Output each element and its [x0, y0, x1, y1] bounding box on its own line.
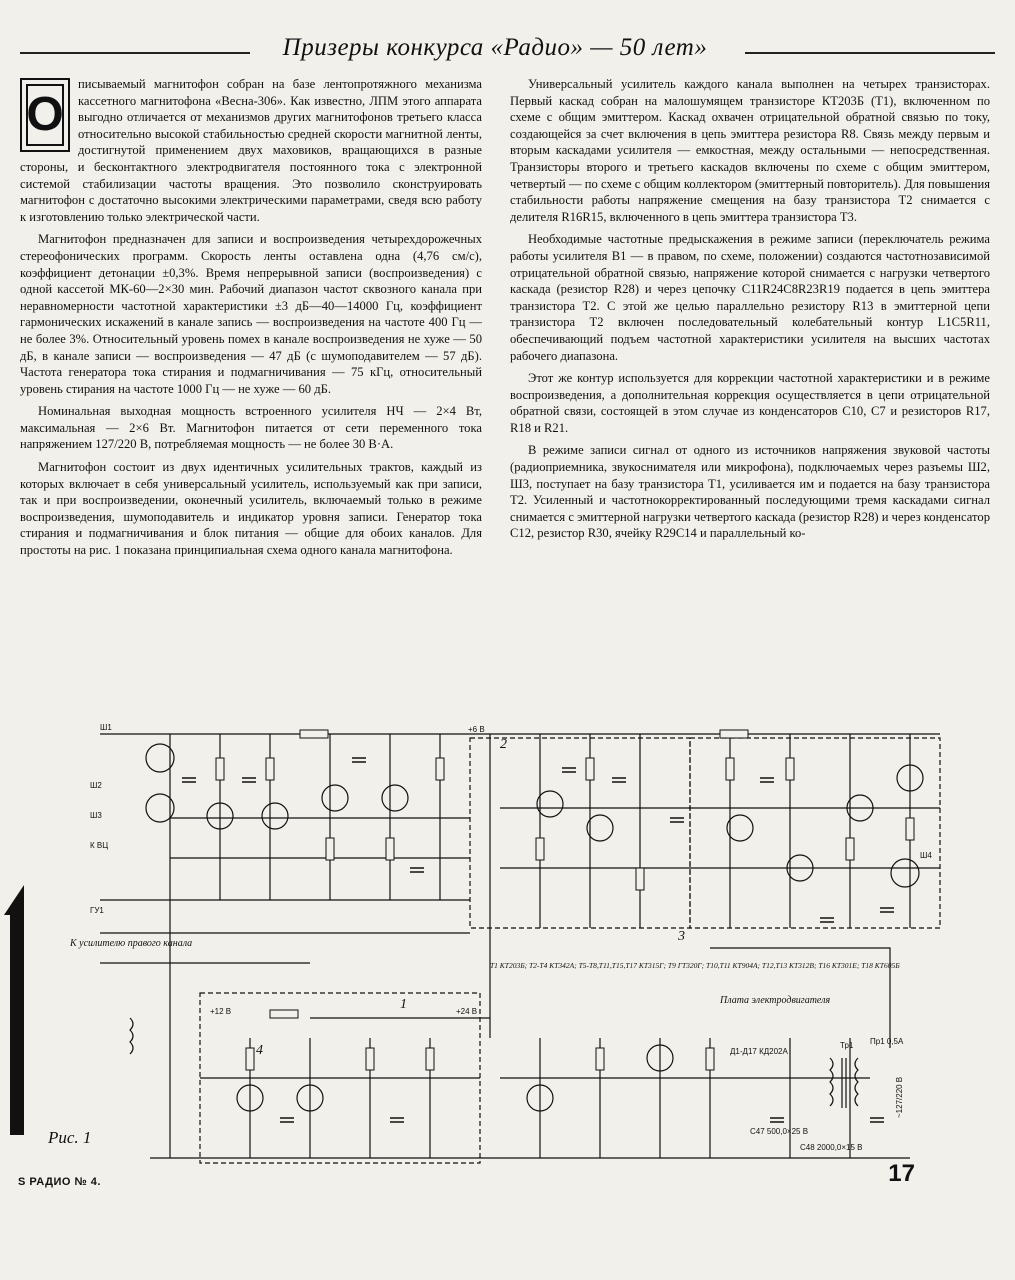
label-sh1: Ш1	[100, 723, 112, 732]
label-tr1: Тр1	[840, 1041, 854, 1050]
paragraph-amplifier: Универсальный усилитель каждого канала выполнен на четырех транзисторах. Первый каскад собран на малошумящем транзисторе КТ203Б (Т1), включенном по схеме с общим эмиттером. Каскад охвачен отрицательной обратной связью по току, создающейся за счет включения в цепь эмиттера резистора R8. Связь между первым и вторым каскадами усилителя — емкостная, между остальными — непосредственная. Транзисторы второго и третьего каскадов включены по схеме с общим эмиттером, четвертый — по схеме с общим коллектором (эмиттерный повторитель). Для повышения стабильности работы напряжение смещения на базу транзистора Т2 снимается с делителя R16R15, включенного в цепь эмиттера транзистора Т3.	[510, 77, 990, 224]
paragraph-recording-mode: В режиме записи сигнал от одного из источников напряжения звуковой частоты (радиоприемника, звукоснимателя или микрофона), подключаемых через разъемы Ш2, Ш3, поступает на базу транзистора Т1, усиливается им и подается на базу транзистора Т2. Усиленный и частотнокорректированный последующими тремя каскадами сигнал снимается с эмиттерной нагрузки четвертого каскада (резистор R28) и через конденсатор С12, резистор R30, ячейку R29C14 и параллельный ко-	[510, 443, 990, 541]
label-block-4: 4	[256, 1043, 263, 1058]
label-block-3: 3	[678, 929, 685, 944]
label-c47: С47 500,0×25 В	[750, 1127, 809, 1136]
label-c48: С48 2000,0×15 В	[800, 1143, 863, 1152]
label-sh3: Ш3	[90, 811, 102, 820]
paragraph-intro: О писываемый магнитофон собран на базе лентопротяжного механизма кассетного магнитофона «Весна-306». Как известно, ЛПМ этого аппарата выгодно отличается от механизмов других магнитофонов третьего класса относительно высокой стабильностью средней скорости магнитной ленты, достигнутой применением двух маховиков, вращающихся в разные стороны, и бесконтактного электродвигателя постоянного тока с электронной системой стабилизации частоты вращения. Это позволило сконструировать магнитофон с достаточно высокими электрическими параметрами, сведя всю работу к изготовлению только электрической части.	[20, 77, 482, 224]
paragraph-specs: Магнитофон предназначен для записи и воспроизведения четырехдорожечных стереофонических программ. Скорость ленты оставлена одна (4,76 см/с), коэффициент детонации ±0,3%. Время непрерывной записи (воспроизведения) с одной кассетой МК-60—2×30 мин. Рабочий диапазон частот сквозного канала при неравномерности частотной характеристики ±3 дБ—40—14000 Гц, коэффициент гармонических искажений в канале запись — воспроизведения на частоте 400 Гц — не более 3%. Относительный уровень помех в канале воспроизведения не хуже — 50 дБ, в канале записи — воспроизведения — 47 дБ (с шумоподавителем — 57 дБ). Частота генератора тока стирания и подмагничивания — 75 кГц, относительный уровень стирания на частоте 1000 Гц — не хуже — 60 дБ.	[20, 232, 482, 396]
page-edge-arrow	[2, 885, 26, 1135]
paragraph-predistortion: Необходимые частотные предыскажения в режиме записи (переключатель режима работы усилителя В1 — в правом, по схеме, положении) создаются частотнозависимой отрицательной обратной связью, напряжение которой снимается с нагрузки четвертого каскада (резистор R28) и через цепочку C11R24C8R23R19 подается в цепь эмиттера транзистора Т2. С этой же целью параллельно резистору R13 в эмиттерной цепи транзистора Т2 включен последовательный колебательный контур L1C5R11, обеспечивающий подъем частотной характеристики усилителя на высших частотах рабочего диапазона.	[510, 232, 990, 363]
label-pr1: Пр1 0,5А	[870, 1037, 904, 1046]
drop-cap: О	[20, 78, 70, 152]
label-plus12: +12 В	[210, 1007, 232, 1016]
circuit-schematic	[70, 718, 950, 1178]
label-to-right-channel: К усилителю правого канала	[70, 938, 193, 949]
paragraph-power: Номинальная выходная мощность встроенного усилителя НЧ — 2×4 Вт, максимальная — 2×6 Вт. Магнитофон питается от сети переменного тока напряжением 127/220 В, потребляемая мощность — не более 30 В·А.	[20, 404, 482, 452]
label-block-1: 1	[400, 997, 407, 1012]
label-transistor-list: Т1 КТ203Б; Т2-Т4 КТ342А; Т5-Т8,Т11,Т15,Т17 КТ315Г; Т9 ГТ320Г; Т10,Т11 КТ904А; Т12,Т13 КТ312В; Т16 КТ301Е; Т18 КТ605Б	[490, 961, 900, 970]
label-gu1: ГУ1	[90, 906, 104, 915]
page-header	[20, 30, 995, 70]
label-sh4: Ш4	[920, 851, 932, 860]
header-rule-left	[20, 52, 250, 54]
page-title: Призеры конкурса «Радио» — 50 лет»	[282, 34, 708, 61]
label-motor-board: Плата электродвигателя	[720, 995, 831, 1006]
label-plus6: +6 В	[468, 725, 485, 734]
left-text-column	[20, 76, 482, 565]
label-sh2: Ш2	[90, 781, 102, 790]
figure-caption: Рис. 1	[48, 1128, 92, 1147]
right-text-column	[510, 76, 990, 548]
label-diodes: Д1-Д17 КД202А	[730, 1047, 788, 1056]
header-rule-right	[745, 52, 995, 54]
magazine-footer: S РАДИО № 4.	[18, 1176, 101, 1188]
label-mains: ~127/220 В	[895, 1076, 904, 1118]
label-block-2: 2	[500, 737, 507, 752]
label-plus24: +24 В	[456, 1007, 478, 1016]
paragraph-correction: Этот же контур используется для коррекции частотной характеристики и в режиме воспроизведения, а дополнительная коррекция осуществляется в цепи отрицательной обратной связи, состоящей в этом случае из конденсаторов C10, C7 и резисторов R17, R18 и R21.	[510, 371, 990, 435]
label-kbi: К ВЦ	[90, 841, 109, 850]
page-number: 17	[888, 1160, 915, 1187]
paragraph-structure: Магнитофон состоит из двух идентичных усилительных трактов, каждый из которых включает в себя универсальный усилитель, используемый как при записи, так и при воспроизведении, оконечный усилитель, включаемый только в режиме воспроизведения, шумоподавитель и индикатор уровня записи. Генератор тока стирания и подмагничивания и блок питания — общие для обоих каналов. Для простоты на рис. 1 показана принципиальная схема одного канала магнитофона.	[20, 460, 482, 558]
